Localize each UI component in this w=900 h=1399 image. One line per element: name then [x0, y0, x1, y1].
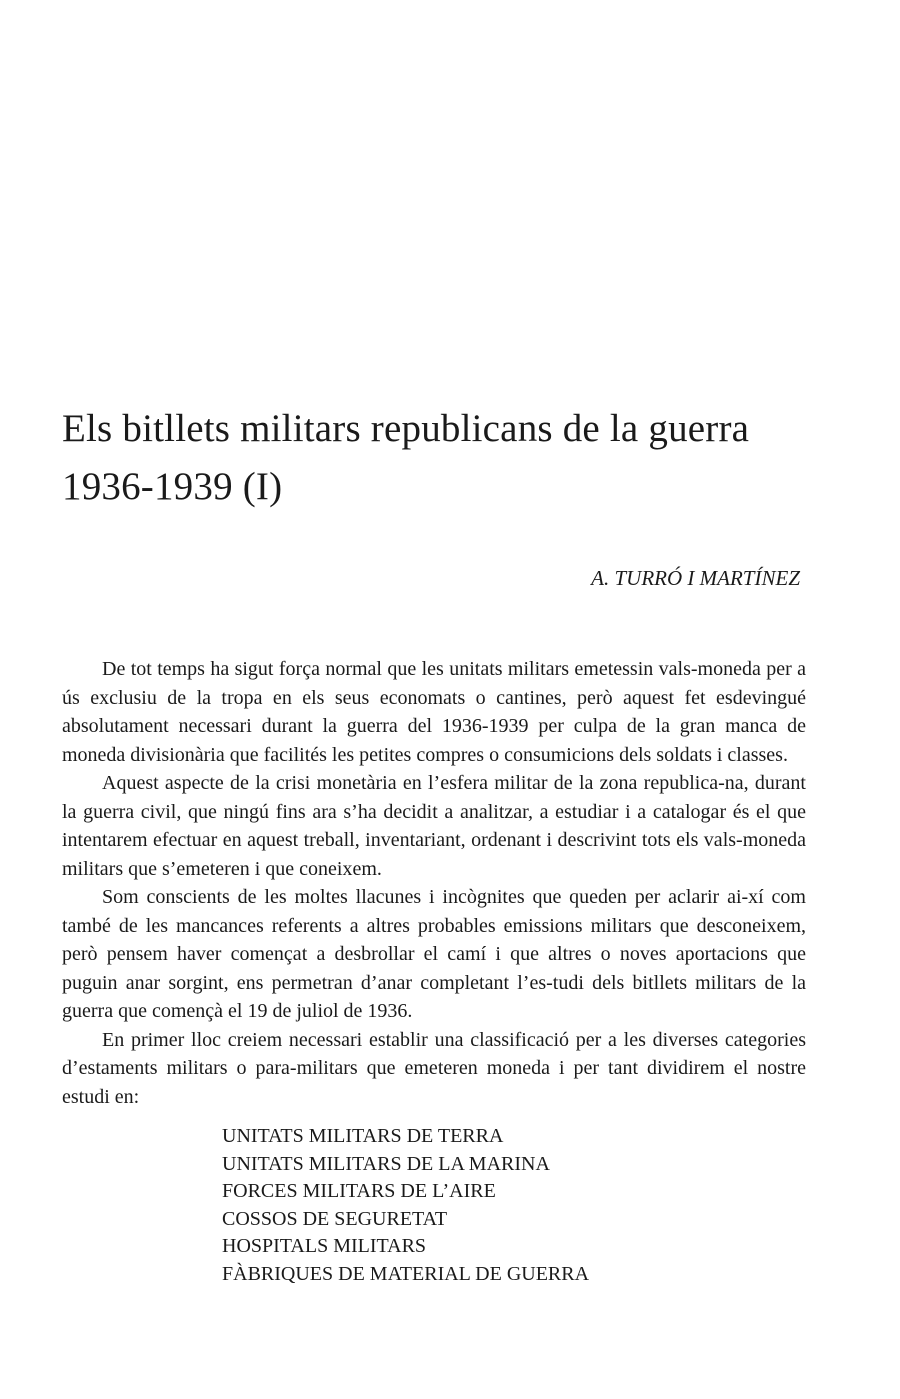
category-item: FORCES MILITARS DE L’AIRE [222, 1180, 496, 1202]
paragraph: Aquest aspecte de la crisi monetària en l’esfera militar de la zona republica-na, durant la guerra civil, que ningú fins ara s’ha decidit a analitzar, a estudiar i a catalogar és el que intentarem efectuar en aquest treball, inventariant, ordenant i descrivint tots els vals-moneda militars que s’emeteren i que coneixem. [62, 772, 806, 880]
category-list [222, 1123, 589, 1288]
category-item: UNITATS MILITARS DE LA MARINA [222, 1152, 550, 1175]
category-item: HOSPITALS MILITARS [222, 1235, 427, 1257]
article-author: A. TURRÓ I MARTÍNEZ [591, 566, 800, 590]
paragraph: Som conscients de les moltes llacunes i incògnites que queden per aclarir ai-xí com també de les mancances referents a altres probables emissions militars que desconeixem, però pensem haver començat a desbrollar el camí i que altres o noves aportacions que puguin anar sorgint, ens permetran d’anar completant l’es-tudi dels bitllets militars de la guerra que començà el 19 de juliol de 1936. [62, 886, 806, 1022]
category-item: COSSOS DE SEGURETAT [222, 1207, 448, 1230]
article-title-line-1: Els bitllets militars republicans de la guerra [62, 407, 750, 450]
article-title [62, 400, 822, 516]
article-body [62, 655, 806, 1111]
category-item: UNITATS MILITARS DE TERRA [222, 1125, 504, 1147]
category-item: FÀBRIQUES DE MATERIAL DE GUERRA [222, 1262, 590, 1285]
article-title-line-2: 1936-1939 (I) [62, 465, 283, 508]
paragraph: De tot temps ha sigut força normal que les unitats militars emetessin vals-moneda per a ús exclusiu de la tropa en els seus economats o cantines, però aquest fet esdevingué absolutament necessari durant la guerra del 1936-1939 per culpa de la gran manca de moneda divisionària que facilités les petites compres o consumicions dels soldats i classes. [62, 658, 806, 766]
paragraph: En primer lloc creiem necessari establir una classificació per a les diverses categories d’estaments militars o para-militars que emeteren moneda i per tant dividirem el nostre estudi en: [62, 1028, 806, 1108]
